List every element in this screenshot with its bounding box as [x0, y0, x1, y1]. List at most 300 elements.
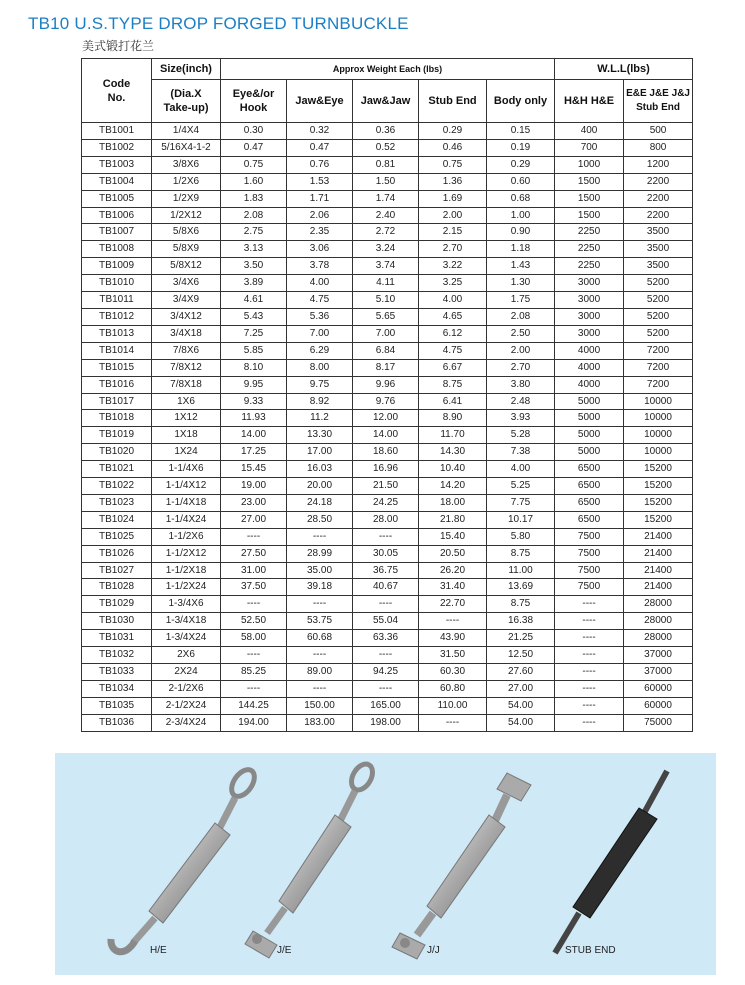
table-cell: 4.00 — [287, 275, 353, 292]
table-cell: 60000 — [624, 680, 693, 697]
table-cell: 28000 — [624, 596, 693, 613]
table-cell: TB1033 — [82, 664, 152, 681]
table-cell: 55.04 — [353, 613, 419, 630]
table-cell: TB1020 — [82, 444, 152, 461]
table-cell: 5.80 — [487, 528, 555, 545]
table-cell: ---- — [353, 596, 419, 613]
table-row — [82, 478, 693, 495]
table-cell: TB1022 — [82, 478, 152, 495]
table-cell: 2.70 — [487, 359, 555, 376]
table-cell: TB1008 — [82, 241, 152, 258]
table-cell: 7/8X6 — [152, 342, 221, 359]
table-cell: 6.29 — [287, 342, 353, 359]
table-cell: 9.76 — [353, 393, 419, 410]
table-cell: TB1014 — [82, 342, 152, 359]
table-cell: 8.10 — [221, 359, 287, 376]
table-cell: 2.48 — [487, 393, 555, 410]
table-cell: 20.00 — [287, 478, 353, 495]
table-cell: 1-3/4X6 — [152, 596, 221, 613]
table-cell: 1.75 — [487, 292, 555, 309]
table-cell: 16.03 — [287, 461, 353, 478]
table-cell: 1.53 — [287, 173, 353, 190]
table-cell: TB1030 — [82, 613, 152, 630]
table-cell: 1.83 — [221, 190, 287, 207]
table-cell: 39.18 — [287, 579, 353, 596]
table-cell: 3000 — [555, 275, 624, 292]
stub-end-turnbuckle-image — [555, 771, 667, 953]
table-cell: 0.75 — [221, 156, 287, 173]
table-cell: 2.50 — [487, 325, 555, 342]
table-cell: 3.13 — [221, 241, 287, 258]
table-cell: 3.78 — [287, 258, 353, 275]
table-cell: 3500 — [624, 258, 693, 275]
table-cell: ---- — [221, 680, 287, 697]
table-cell: 85.25 — [221, 664, 287, 681]
table-row — [82, 664, 693, 681]
table-cell: 3.80 — [487, 376, 555, 393]
table-cell: 2250 — [555, 258, 624, 275]
table-cell: 2.08 — [221, 207, 287, 224]
table-cell: 4000 — [555, 342, 624, 359]
table-cell: TB1003 — [82, 156, 152, 173]
table-cell: 1.43 — [487, 258, 555, 275]
table-cell: 198.00 — [353, 714, 419, 731]
table-cell: 1/2X6 — [152, 173, 221, 190]
table-cell: 12.00 — [353, 410, 419, 427]
table-cell: 144.25 — [221, 697, 287, 714]
table-cell: 21.25 — [487, 630, 555, 647]
header-jaw-jaw: Jaw&Jaw — [353, 80, 419, 123]
table-cell: TB1005 — [82, 190, 152, 207]
table-cell: 1.30 — [487, 275, 555, 292]
table-cell: 5000 — [555, 410, 624, 427]
table-cell: 60.30 — [419, 664, 487, 681]
table-cell: 6.67 — [419, 359, 487, 376]
table-cell: 1.60 — [221, 173, 287, 190]
table-cell: 10000 — [624, 393, 693, 410]
table-cell: 15.45 — [221, 461, 287, 478]
table-cell: 9.95 — [221, 376, 287, 393]
table-cell: 1-3/4X24 — [152, 630, 221, 647]
table-cell: 3.06 — [287, 241, 353, 258]
table-cell: 110.00 — [419, 697, 487, 714]
table-row — [82, 613, 693, 630]
table-cell: TB1034 — [82, 680, 152, 697]
table-cell: 1200 — [624, 156, 693, 173]
table-cell: 16.38 — [487, 613, 555, 630]
table-cell: 0.36 — [353, 123, 419, 140]
table-cell: 5.25 — [487, 478, 555, 495]
table-cell: 60.68 — [287, 630, 353, 647]
table-cell: 27.00 — [487, 680, 555, 697]
table-cell: 2200 — [624, 190, 693, 207]
table-cell: 5.36 — [287, 308, 353, 325]
product-image-panel — [55, 753, 716, 975]
table-row — [82, 528, 693, 545]
table-cell: 5.10 — [353, 292, 419, 309]
table-row — [82, 680, 693, 697]
table-cell: 500 — [624, 123, 693, 140]
table-row — [82, 714, 693, 731]
table-cell: 2-3/4X24 — [152, 714, 221, 731]
table-row — [82, 342, 693, 359]
table-row — [82, 325, 693, 342]
table-cell: 2.72 — [353, 224, 419, 241]
table-cell: 31.00 — [221, 562, 287, 579]
table-cell: 22.70 — [419, 596, 487, 613]
table-cell: 60.80 — [419, 680, 487, 697]
table-cell: 7500 — [555, 562, 624, 579]
table-cell: 27.60 — [487, 664, 555, 681]
table-row — [82, 156, 693, 173]
page-title: TB10 U.S.TYPE DROP FORGED TURNBUCKLE — [28, 14, 409, 33]
table-cell: 28000 — [624, 630, 693, 647]
table-cell: 14.20 — [419, 478, 487, 495]
table-cell: 9.75 — [287, 376, 353, 393]
table-cell: 5000 — [555, 393, 624, 410]
table-row — [82, 545, 693, 562]
turnbuckle-illustrations — [55, 753, 716, 975]
header-approx-weight: Approx Weight Each (lbs) — [221, 59, 555, 80]
table-cell: 35.00 — [287, 562, 353, 579]
table-cell: 1-1/2X18 — [152, 562, 221, 579]
table-cell: 1.71 — [287, 190, 353, 207]
table-cell: ---- — [287, 596, 353, 613]
table-cell: TB1015 — [82, 359, 152, 376]
table-cell: 5200 — [624, 275, 693, 292]
table-cell: 21.80 — [419, 511, 487, 528]
table-body — [82, 123, 693, 732]
table-cell: 2200 — [624, 207, 693, 224]
table-cell: TB1024 — [82, 511, 152, 528]
table-cell: 0.75 — [419, 156, 487, 173]
table-cell: 4.75 — [287, 292, 353, 309]
table-cell: 28.50 — [287, 511, 353, 528]
table-cell: 3/4X18 — [152, 325, 221, 342]
table-cell: 14.00 — [353, 427, 419, 444]
table-cell: 1-1/4X12 — [152, 478, 221, 495]
table-cell: 2.06 — [287, 207, 353, 224]
table-cell: 4.00 — [419, 292, 487, 309]
table-cell: 75000 — [624, 714, 693, 731]
table-cell: 4000 — [555, 359, 624, 376]
table-cell: TB1012 — [82, 308, 152, 325]
table-cell: 7200 — [624, 359, 693, 376]
table-row — [82, 359, 693, 376]
table-cell: 1/2X12 — [152, 207, 221, 224]
table-cell: ---- — [353, 680, 419, 697]
table-cell: 1.00 — [487, 207, 555, 224]
table-cell: 5200 — [624, 308, 693, 325]
table-row — [82, 123, 693, 140]
table-cell: 12.50 — [487, 647, 555, 664]
table-cell: 150.00 — [287, 697, 353, 714]
table-cell: 8.75 — [487, 545, 555, 562]
table-cell: 5.28 — [487, 427, 555, 444]
table-cell: 0.60 — [487, 173, 555, 190]
table-cell: 28.99 — [287, 545, 353, 562]
table-row — [82, 393, 693, 410]
table-cell: 52.50 — [221, 613, 287, 630]
table-cell: TB1019 — [82, 427, 152, 444]
table-cell: 3.22 — [419, 258, 487, 275]
table-cell: ---- — [419, 714, 487, 731]
table-cell: 18.00 — [419, 494, 487, 511]
table-row — [82, 647, 693, 664]
table-cell: 2250 — [555, 241, 624, 258]
table-cell: 3500 — [624, 241, 693, 258]
table-cell: TB1028 — [82, 579, 152, 596]
table-cell: ---- — [221, 528, 287, 545]
table-cell: 53.75 — [287, 613, 353, 630]
table-cell: TB1006 — [82, 207, 152, 224]
table-cell: 11.70 — [419, 427, 487, 444]
table-row — [82, 258, 693, 275]
table-cell: 5.43 — [221, 308, 287, 325]
table-cell: 4.00 — [487, 461, 555, 478]
table-cell: 3.93 — [487, 410, 555, 427]
je-turnbuckle-image — [245, 760, 377, 958]
table-cell: 11.2 — [287, 410, 353, 427]
table-cell: 4.11 — [353, 275, 419, 292]
label-stub-end: STUB END — [565, 945, 616, 956]
table-cell: 2.15 — [419, 224, 487, 241]
table-cell: 9.33 — [221, 393, 287, 410]
table-cell: TB1001 — [82, 123, 152, 140]
table-cell: 5200 — [624, 292, 693, 309]
table-cell: 21400 — [624, 579, 693, 596]
table-cell: 11.00 — [487, 562, 555, 579]
table-cell: 3/8X6 — [152, 156, 221, 173]
table-cell: TB1002 — [82, 139, 152, 156]
table-cell: 5/16X4-1-2 — [152, 139, 221, 156]
table-cell: 1.74 — [353, 190, 419, 207]
table-cell: 17.00 — [287, 444, 353, 461]
label-jj: J/J — [427, 945, 440, 956]
table-cell: 37.50 — [221, 579, 287, 596]
table-cell: 7.00 — [287, 325, 353, 342]
table-cell: 28.00 — [353, 511, 419, 528]
table-row — [82, 562, 693, 579]
table-cell: ---- — [555, 714, 624, 731]
table-cell: TB1027 — [82, 562, 152, 579]
table-cell: TB1011 — [82, 292, 152, 309]
table-cell: 6.84 — [353, 342, 419, 359]
table-cell: 700 — [555, 139, 624, 156]
table-row — [82, 410, 693, 427]
table-cell: 43.90 — [419, 630, 487, 647]
table-cell: 30.05 — [353, 545, 419, 562]
table-cell: 31.40 — [419, 579, 487, 596]
table-cell: 7.75 — [487, 494, 555, 511]
table-cell: 0.29 — [487, 156, 555, 173]
table-cell: ---- — [555, 596, 624, 613]
table-row — [82, 224, 693, 241]
table-cell: 0.30 — [221, 123, 287, 140]
table-cell: 63.36 — [353, 630, 419, 647]
table-cell: 1500 — [555, 207, 624, 224]
table-cell: ---- — [555, 664, 624, 681]
header-hh-he: H&H H&E — [555, 80, 624, 123]
header-wll: W.L.L(lbs) — [555, 59, 693, 80]
table-cell: 165.00 — [353, 697, 419, 714]
table-cell: 36.75 — [353, 562, 419, 579]
table-cell: 2.40 — [353, 207, 419, 224]
table-cell: 18.60 — [353, 444, 419, 461]
table-cell: 2-1/2X6 — [152, 680, 221, 697]
table-cell: 1-1/2X24 — [152, 579, 221, 596]
table-cell: 2X24 — [152, 664, 221, 681]
table-cell: 7/8X12 — [152, 359, 221, 376]
table-cell: 89.00 — [287, 664, 353, 681]
table-row — [82, 376, 693, 393]
label-je: J/E — [277, 945, 292, 956]
table-cell: 21400 — [624, 528, 693, 545]
table-cell: 3/4X12 — [152, 308, 221, 325]
table-cell: 60000 — [624, 697, 693, 714]
table-cell: 1.18 — [487, 241, 555, 258]
table-cell: 0.32 — [287, 123, 353, 140]
table-cell: 9.96 — [353, 376, 419, 393]
table-cell: 6500 — [555, 478, 624, 495]
table-cell: 1-1/4X24 — [152, 511, 221, 528]
table-cell: 4.61 — [221, 292, 287, 309]
header-stub-end: Stub End — [419, 80, 487, 123]
he-turnbuckle-image — [111, 766, 259, 952]
table-cell: ---- — [287, 680, 353, 697]
table-cell: 28000 — [624, 613, 693, 630]
table-cell: ---- — [221, 596, 287, 613]
table-cell: 7200 — [624, 342, 693, 359]
table-cell: 10000 — [624, 410, 693, 427]
table-row — [82, 292, 693, 309]
table-cell: 7/8X18 — [152, 376, 221, 393]
table-cell: 7500 — [555, 545, 624, 562]
table-cell: 23.00 — [221, 494, 287, 511]
table-cell: 8.92 — [287, 393, 353, 410]
table-cell: 8.00 — [287, 359, 353, 376]
table-cell: 5.65 — [353, 308, 419, 325]
table-cell: 1500 — [555, 173, 624, 190]
table-cell: 3.24 — [353, 241, 419, 258]
table-cell: TB1031 — [82, 630, 152, 647]
table-row — [82, 494, 693, 511]
table-cell: 4.75 — [419, 342, 487, 359]
table-cell: TB1004 — [82, 173, 152, 190]
table-cell: 15200 — [624, 494, 693, 511]
table-cell: 5200 — [624, 325, 693, 342]
table-cell: 2-1/2X24 — [152, 697, 221, 714]
table-cell: 8.75 — [419, 376, 487, 393]
table-cell: 800 — [624, 139, 693, 156]
table-cell: 1.69 — [419, 190, 487, 207]
table-cell: 0.76 — [287, 156, 353, 173]
table-row — [82, 697, 693, 714]
table-cell: 15.40 — [419, 528, 487, 545]
table-cell: 1-1/2X6 — [152, 528, 221, 545]
table-row — [82, 511, 693, 528]
table-cell: TB1007 — [82, 224, 152, 241]
header-size: Size(inch) — [152, 59, 221, 80]
table-cell: TB1017 — [82, 393, 152, 410]
table-row — [82, 596, 693, 613]
header-ee-je-jj: E&E J&E J&J Stub End — [624, 80, 693, 123]
table-cell: 0.15 — [487, 123, 555, 140]
header-body-only: Body only — [487, 80, 555, 123]
table-cell: 3.89 — [221, 275, 287, 292]
table-cell: 3000 — [555, 292, 624, 309]
table-cell: 24.25 — [353, 494, 419, 511]
header-code: Code No. — [82, 59, 152, 123]
table-cell: 5000 — [555, 444, 624, 461]
table-cell: 13.30 — [287, 427, 353, 444]
table-cell: ---- — [555, 697, 624, 714]
table-cell: 7.00 — [353, 325, 419, 342]
table-cell: 14.30 — [419, 444, 487, 461]
table-row — [82, 427, 693, 444]
table-cell: 31.50 — [419, 647, 487, 664]
table-cell: 16.96 — [353, 461, 419, 478]
table-cell: 21.50 — [353, 478, 419, 495]
table-cell: 1-1/4X6 — [152, 461, 221, 478]
table-cell: 7200 — [624, 376, 693, 393]
table-cell: 1X18 — [152, 427, 221, 444]
table-cell: 54.00 — [487, 697, 555, 714]
table-cell: 1X24 — [152, 444, 221, 461]
table-cell: 0.81 — [353, 156, 419, 173]
table-cell: ---- — [555, 647, 624, 664]
table-cell: TB1025 — [82, 528, 152, 545]
table-cell: 14.00 — [221, 427, 287, 444]
table-cell: 2.08 — [487, 308, 555, 325]
table-cell: 1-1/2X12 — [152, 545, 221, 562]
table-cell: 6500 — [555, 494, 624, 511]
table-cell: 1000 — [555, 156, 624, 173]
table-cell: 0.68 — [487, 190, 555, 207]
table-cell: TB1026 — [82, 545, 152, 562]
table-cell: 58.00 — [221, 630, 287, 647]
table-cell: 3/4X6 — [152, 275, 221, 292]
table-cell: 3000 — [555, 325, 624, 342]
table-cell: 21400 — [624, 545, 693, 562]
table-cell: 37000 — [624, 647, 693, 664]
table-row — [82, 461, 693, 478]
table-cell: 0.46 — [419, 139, 487, 156]
table-cell: 1.36 — [419, 173, 487, 190]
table-cell: 24.18 — [287, 494, 353, 511]
table-cell: 5.85 — [221, 342, 287, 359]
table-row — [82, 173, 693, 190]
table-cell: 94.25 — [353, 664, 419, 681]
table-cell: ---- — [353, 528, 419, 545]
table-cell: 6500 — [555, 511, 624, 528]
table-cell: 0.52 — [353, 139, 419, 156]
table-cell: 40.67 — [353, 579, 419, 596]
table-cell: ---- — [353, 647, 419, 664]
table-cell: 1-1/4X18 — [152, 494, 221, 511]
table-cell: 10.17 — [487, 511, 555, 528]
table-cell: 8.75 — [487, 596, 555, 613]
table-cell: ---- — [555, 680, 624, 697]
table-cell: 10000 — [624, 444, 693, 461]
table-cell: 13.69 — [487, 579, 555, 596]
spec-table — [81, 58, 693, 732]
table-row — [82, 241, 693, 258]
table-cell: 3.74 — [353, 258, 419, 275]
table-cell: TB1013 — [82, 325, 152, 342]
table-cell: 7500 — [555, 528, 624, 545]
table-cell: 1/2X9 — [152, 190, 221, 207]
